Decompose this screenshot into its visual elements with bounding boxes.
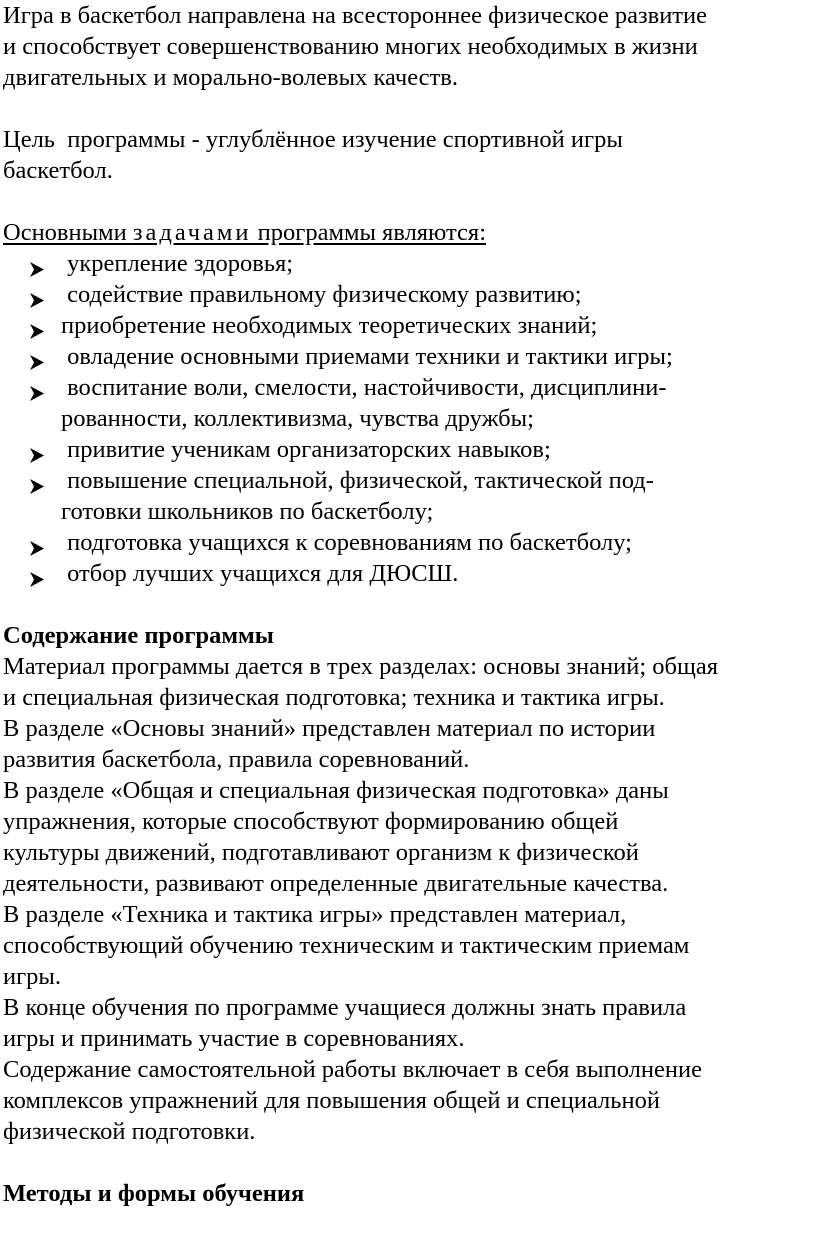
content-line: Содержание самостоятельной работы включает в себя выполнение <box>3 1056 702 1083</box>
arrowhead-bullet-icon <box>29 465 57 496</box>
content-line: и специальная физическая подготовка; техника и тактика игры. <box>3 684 665 711</box>
arrowhead-bullet-icon <box>29 434 57 465</box>
arrowhead-bullet-icon <box>29 310 57 341</box>
content-line: В разделе «Техника и тактика игры» представлен материал, <box>3 901 627 928</box>
list-item-text: приобретение необходимых теоретических знаний; <box>61 312 598 339</box>
list-item-text: привитие ученикам организаторских навыков; <box>61 436 551 463</box>
arrowhead-bullet-icon <box>29 372 57 403</box>
content-line: культуры движений, подготавливают организм к физической <box>3 839 639 866</box>
content-line: игры. <box>3 963 61 990</box>
list-item-text: подготовка учащихся к соревнованиям по баскетболу; <box>61 529 632 556</box>
list-item <box>3 372 815 434</box>
list-item-text: овладение основными приемами техники и тактики игры; <box>61 343 673 370</box>
list-item <box>3 465 815 527</box>
document-page <box>3 0 815 1209</box>
tasks-heading <box>3 217 815 248</box>
list-item <box>3 527 815 558</box>
list-item <box>3 248 815 279</box>
arrowhead-bullet-icon <box>29 558 57 589</box>
arrowhead-bullet-icon <box>29 248 57 279</box>
tasks-heading-before: Основными <box>3 219 133 246</box>
content-line: Материал программы дается в трех разделах: основы знаний; общая <box>3 653 719 680</box>
list-item <box>3 279 815 310</box>
arrowhead-bullet-icon <box>29 279 57 310</box>
content-line: развития баскетбола, правила соревнований. <box>3 746 470 773</box>
list-item-text-continued: рованности, коллективизма, чувства дружбы; <box>61 405 534 432</box>
content-line: игры и принимать участие в соревнованиях. <box>3 1025 465 1052</box>
list-item <box>3 434 815 465</box>
content-line: способствующий обучению техническим и тактическим приемам <box>3 932 690 959</box>
intro-line: и способствует совершенствованию многих необходимых в жизни <box>3 33 698 60</box>
content-line: В разделе «Общая и специальная физическая подготовка» даны <box>3 777 669 804</box>
tasks-heading-after: программы являются: <box>251 219 486 246</box>
content-line: В разделе «Основы знаний» представлен материал по истории <box>3 715 656 742</box>
paragraph-gap <box>3 93 815 124</box>
content-line: деятельности, развивают определенные двигательные качества. <box>3 870 669 897</box>
tasks-list <box>3 248 815 589</box>
list-item <box>3 558 815 589</box>
list-item-text: отбор лучших учащихся для ДЮСШ. <box>61 560 459 587</box>
content-section <box>3 620 815 1147</box>
list-item-text: укрепление здоровья; <box>61 250 294 277</box>
methods-heading: Методы и формы обучения <box>3 1180 305 1207</box>
arrowhead-bullet-icon <box>29 341 57 372</box>
intro-line: двигательных и морально-волевых качеств. <box>3 64 458 91</box>
list-item-text: повышение специальной, физической, тактической под- <box>61 467 654 494</box>
intro-line: Игра в баскетбол направлена на всестороннее физическое развитие <box>3 2 708 29</box>
intro-paragraph <box>3 0 815 93</box>
list-item-text: содействие правильному физическому развитию; <box>61 281 582 308</box>
list-item <box>3 310 815 341</box>
list-item-text: воспитание воли, смелости, настойчивости, дисциплини- <box>61 374 667 401</box>
content-heading: Содержание программы <box>3 622 274 649</box>
tasks-heading-spaced-word: задачами <box>132 219 252 246</box>
content-line: физической подготовки. <box>3 1118 256 1145</box>
list-item <box>3 341 815 372</box>
goal-paragraph <box>3 124 815 186</box>
list-item-text-continued: готовки школьников по баскетболу; <box>61 498 434 525</box>
paragraph-gap <box>3 589 815 620</box>
paragraph-gap <box>3 186 815 217</box>
arrowhead-bullet-icon <box>29 527 57 558</box>
tasks-section <box>3 217 815 589</box>
goal-line: Цель программы - углублённое изучение спортивной игры <box>3 126 623 153</box>
paragraph-gap <box>3 1147 815 1178</box>
methods-section <box>3 1178 815 1209</box>
content-line: упражнения, которые способствуют формированию общей <box>3 808 619 835</box>
content-line: В конце обучения по программе учащиеся должны знать правила <box>3 994 687 1021</box>
content-line: комплексов упражнений для повышения общей и специальной <box>3 1087 660 1114</box>
goal-line: баскетбол. <box>3 157 113 184</box>
